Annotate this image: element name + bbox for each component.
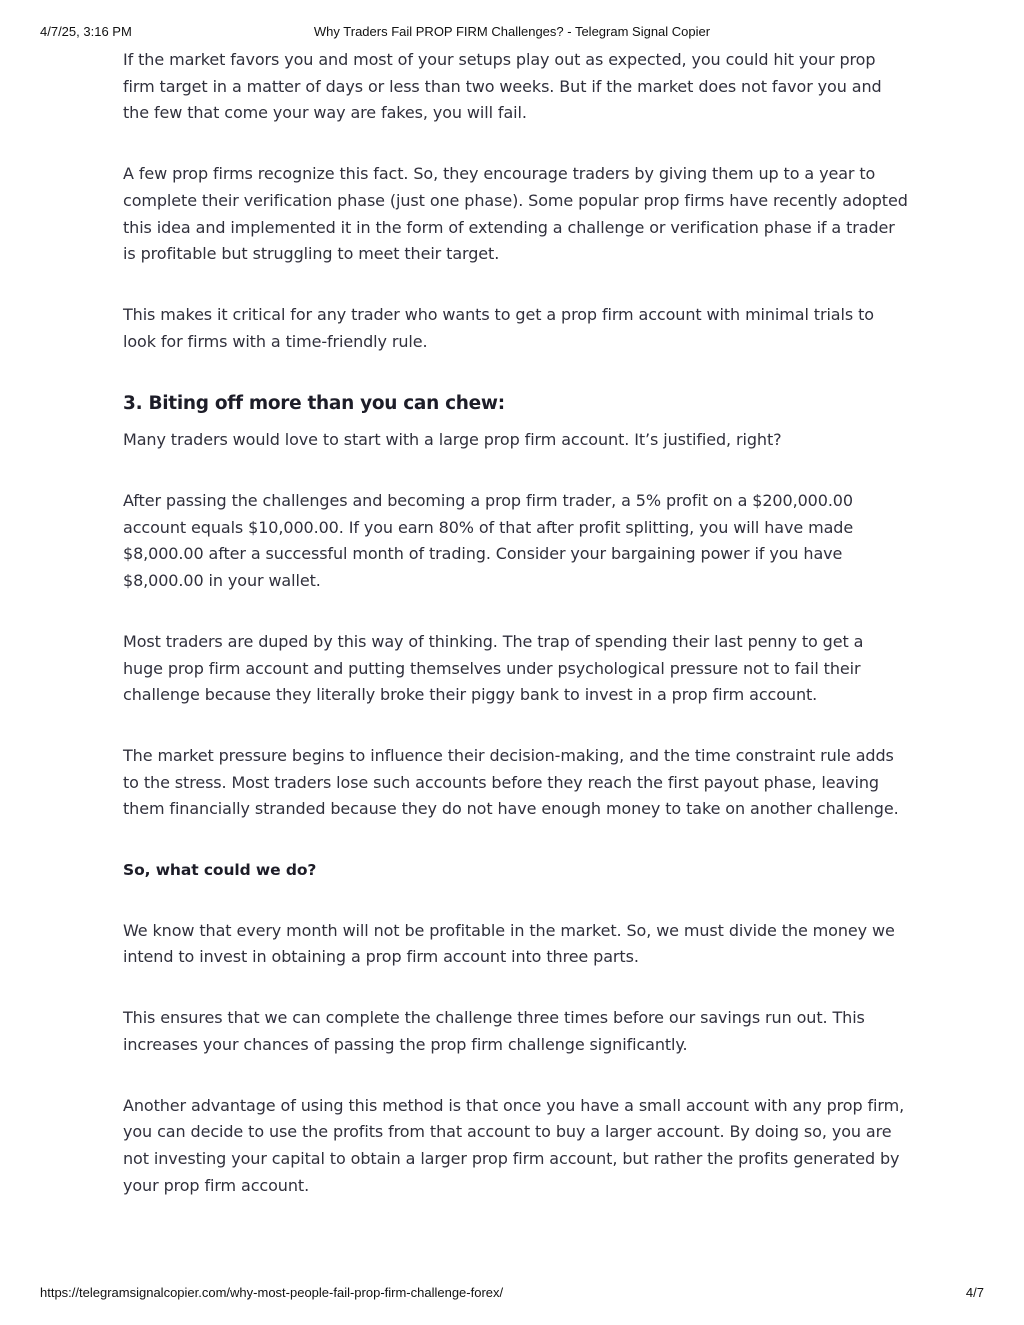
paragraph: A few prop firms recognize this fact. So, they encourage traders by giving them up to a year to complete their verification phase (just one phase). Some popular prop firms have recently adopted this idea and implemented it in the form of extending a challenge or verification phase if a trader is profitable but struggling to meet their target. <box>123 164 908 264</box>
section-heading: 3. Biting off more than you can chew: <box>123 393 505 415</box>
print-header <box>40 24 984 42</box>
article-content <box>123 47 908 1233</box>
print-url: https://telegramsignalcopier.com/why-most-people-fail-prop-firm-challenge-forex/ <box>40 1285 504 1300</box>
page-number: 4/7 <box>965 1285 984 1300</box>
bold-subheading: So, what could we do? <box>123 861 317 880</box>
paragraph: After passing the challenges and becoming a prop firm trader, a 5% profit on a $200,000.00 account equals $10,000.00. If you earn 80% of that after profit splitting, you will have made $8,000.00 after a successful month of trading. Consider your bargaining power if you have $8,000.00 in your wallet. <box>123 491 854 591</box>
paragraph: We know that every month will not be profitable in the market. So, we must divide the money we intend to invest in obtaining a prop firm account into three parts. <box>123 920 895 967</box>
print-footer <box>40 1285 984 1303</box>
paragraph: If the market favors you and most of your setups play out as expected, you could hit your prop firm target in a matter of days or less than two weeks. But if the market does not favor you and the few that come your way are fakes, you will fail. <box>123 50 882 123</box>
print-datetime: 4/7/25, 3:16 PM <box>40 24 132 39</box>
paragraph: This makes it critical for any trader who wants to get a prop firm account with minimal trials to look for firms with a time-friendly rule. <box>123 304 874 351</box>
paragraph: The market pressure begins to influence their decision-making, and the time constraint rule adds to the stress. Most traders lose such accounts before they reach the first payout phase, leaving them financially stranded because they do not have enough money to take on another challenge. <box>123 745 899 819</box>
paragraph: Most traders are duped by this way of thinking. The trap of spending their last penny to get a huge prop firm account and putting themselves under psychological pressure not to fail their challenge because they literally broke their piggy bank to invest in a prop firm account. <box>123 631 864 705</box>
paragraph: This ensures that we can complete the challenge three times before our savings run out. This increases your chances of passing the prop firm challenge significantly. <box>123 1008 865 1054</box>
paragraph: Many traders would love to start with a large prop firm account. It’s justified, right? <box>123 430 782 450</box>
paragraph: Another advantage of using this method is that once you have a small account with any prop firm, you can decide to use the profits from that account to buy a larger account. By doing so, you are not investing your capital to obtain a larger prop firm account, but rather the profits generated by your prop firm account. <box>123 1095 905 1195</box>
print-page-title: Why Traders Fail PROP FIRM Challenges? - Telegram Signal Copier <box>313 24 711 39</box>
